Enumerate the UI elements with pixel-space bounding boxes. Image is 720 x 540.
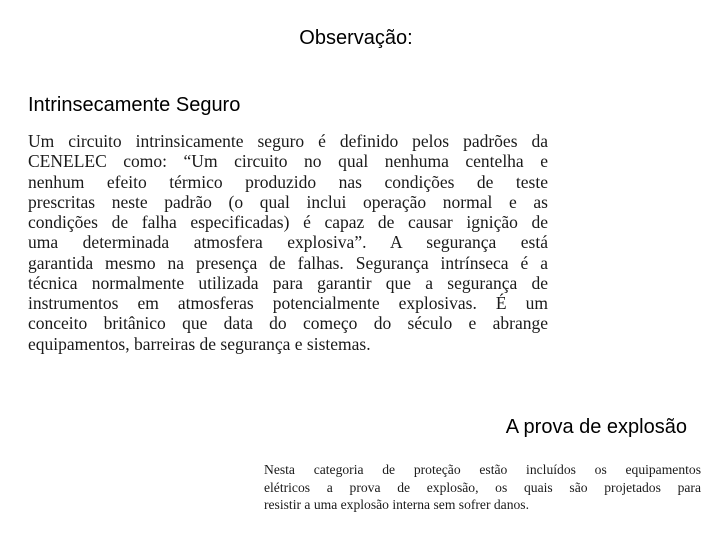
paragraph-line: garantida mesmo na presença de falhas. Segurança intrínseca é a	[28, 252, 548, 273]
paragraph-line: instrumentos em atmosferas potencialmente explosivas. É um	[28, 293, 548, 313]
paragraph-line: condições de falha especificadas) é capaz de causar ignição de	[28, 212, 548, 232]
paragraph-line: prescritas neste padrão (o qual inclui operação normal e as	[28, 191, 548, 212]
paragraph-line: nenhum efeito térmico produzido nas condições de teste	[28, 171, 548, 192]
section-heading-intrinsecamente-seguro: Intrinsecamente Seguro	[28, 94, 241, 116]
paragraph-line: técnica normalmente utilizada para garantir que a segurança de	[28, 272, 548, 293]
paragraph-line: elétricos a prova de explosão, os quais são projetados para	[264, 479, 701, 495]
paragraph-line: Nesta categoria de proteção estão incluídos os equipamentos	[264, 462, 701, 477]
scanned-paragraph-intrinsecamente-seguro	[28, 131, 548, 354]
paragraph-line: Um circuito intrinsicamente seguro é definido pelos padrões da	[28, 131, 548, 151]
paragraph-line: resistir a uma explosão interna sem sofrer danos.	[264, 497, 529, 512]
slide-title: Observação:	[299, 27, 413, 49]
paragraph-line: equipamentos, barreiras de segurança e sistemas.	[28, 333, 371, 354]
paragraph-line: CENELEC como: “Um circuito no qual nenhuma centelha e	[28, 151, 548, 172]
section-heading-a-prova-de-explosao: A prova de explosão	[505, 416, 687, 438]
paragraph-line: conceito britânico que data do começo do século e abrange	[28, 313, 548, 334]
paragraph-line: uma determinada atmosfera explosiva”. A segurança está	[28, 232, 548, 253]
scanned-paragraph-a-prova-de-explosao	[264, 461, 701, 514]
